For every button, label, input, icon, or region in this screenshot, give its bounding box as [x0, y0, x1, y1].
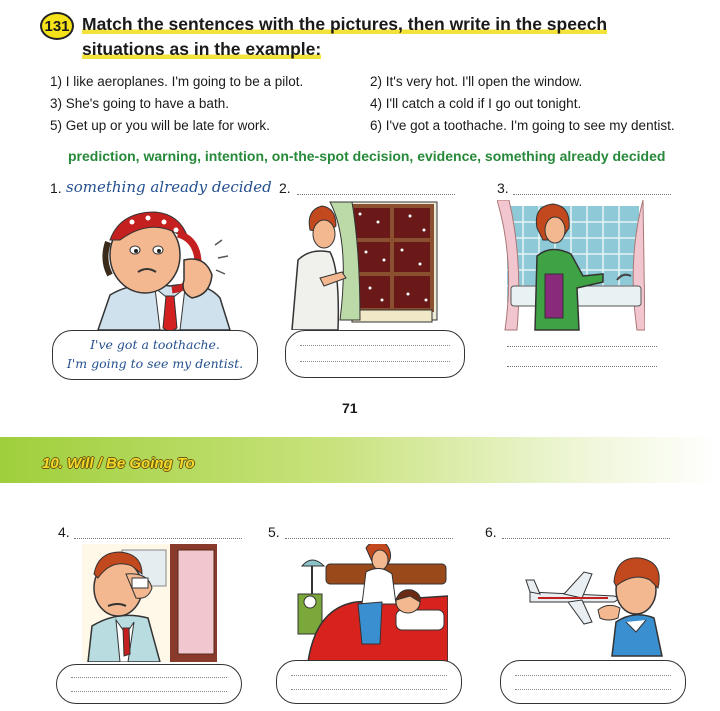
speech-functions-list: prediction, warning, intention, on-the-spot decision, evidence, something already decided — [68, 148, 666, 164]
speech-bubble-4[interactable] — [56, 664, 242, 704]
item-4-answer-blank[interactable] — [74, 538, 242, 539]
instruction-line-1: Match the sentences with the pictures, then write in the speech — [82, 14, 608, 34]
item-5-answer-blank[interactable] — [285, 538, 453, 539]
item-2-answer-blank[interactable] — [297, 194, 455, 195]
page-number: 71 — [342, 400, 358, 416]
item-6-number: 6. — [485, 524, 497, 540]
bubble-1-line-1: I've got a toothache. — [90, 337, 220, 352]
item-5-number: 5. — [268, 524, 280, 540]
exercise-number: 131 — [44, 17, 70, 35]
bubble-1-line-2: I'm going to see my dentist. — [66, 356, 244, 371]
bath-woman-picture — [497, 200, 645, 332]
item-4-number: 4. — [58, 524, 70, 540]
speech-bubble-1 — [52, 330, 258, 380]
item-1-answer: something already decided — [66, 178, 272, 196]
sentence-3: 3) She's going to have a bath. — [50, 96, 229, 111]
sweating-man-picture — [82, 544, 217, 662]
item-1-number: 1. — [50, 180, 62, 196]
item-3-answer-blank[interactable] — [513, 194, 671, 195]
item-3-number: 3. — [497, 180, 509, 196]
toothache-man-picture — [80, 200, 255, 330]
sentence-5: 5) Get up or you will be late for work. — [50, 118, 270, 133]
cold-window-picture — [290, 200, 440, 330]
item-2-number: 2. — [279, 180, 291, 196]
speech-bubble-5[interactable] — [276, 660, 462, 704]
instruction-line-2: situations as in the example: — [82, 39, 322, 59]
item-6-answer-blank[interactable] — [502, 538, 670, 539]
boy-aeroplane-picture — [524, 552, 670, 658]
sentence-1: 1) I like aeroplanes. I'm going to be a pilot. — [50, 74, 304, 89]
item-3-line-2[interactable] — [507, 366, 657, 367]
speech-bubble-2[interactable] — [285, 330, 465, 378]
exercise-instructions — [82, 12, 622, 62]
unit-title: 10. Will / Be Going To — [42, 455, 195, 472]
item-3-line-1[interactable] — [507, 346, 657, 347]
sentence-2: 2) It's very hot. I'll open the window. — [370, 74, 583, 89]
exercise-number-badge — [40, 12, 74, 40]
woman-waking-man-picture — [296, 544, 448, 662]
sentence-4: 4) I'll catch a cold if I go out tonight. — [370, 96, 582, 111]
speech-bubble-6[interactable] — [500, 660, 686, 704]
sentence-6: 6) I've got a toothache. I'm going to see my dentist. — [370, 118, 675, 133]
